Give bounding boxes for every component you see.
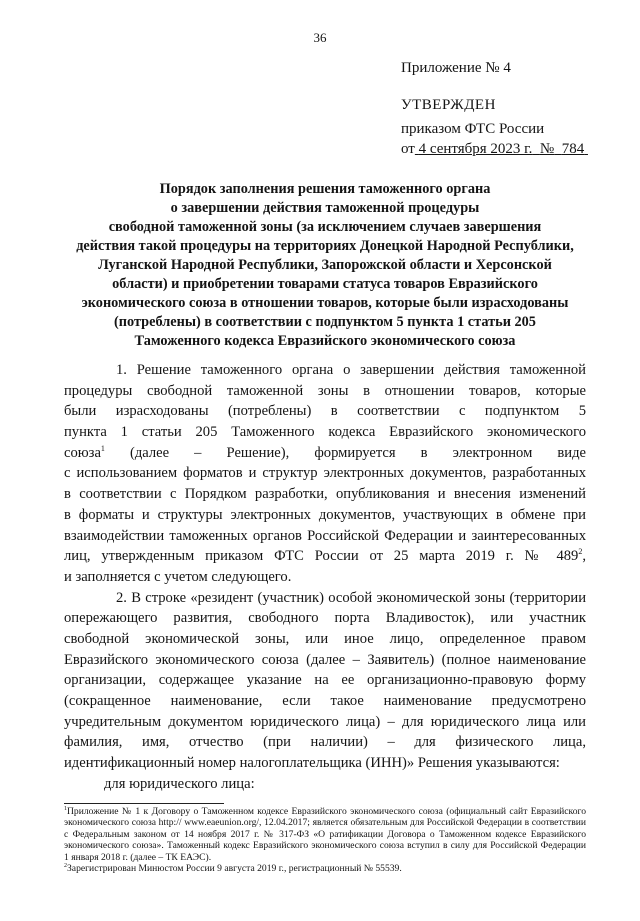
body-line: 2. В строке «резидент (участник) особой экономической зоны (территории <box>116 589 586 606</box>
body-fragment: союза$^1$ <box>64 443 105 461</box>
body-line: для юридического лица: <box>104 775 255 792</box>
footnotes <box>64 806 586 874</box>
document-title <box>60 180 590 351</box>
title-line: действия такой процедуры на территориях Донецкой Народной Республики, <box>76 238 574 254</box>
body-line: процедуры свободной таможенной зоны в отношении товаров, которые <box>64 382 586 399</box>
body-line: организации, содержащее указание на ее организационно-правовую форму <box>64 672 586 689</box>
body-line: 1. Решение таможенного органа о завершении действия таможенной <box>116 362 586 378</box>
body-line: в форматы и структуры электронных документов, участвующих в обмене при <box>64 506 586 523</box>
body-line: Евразийского экономического союза (далее – Заявитель) (полное наименование <box>64 651 586 668</box>
body-line: союза$^1$ (далее – Решение), формируется в электронном виде <box>64 443 586 461</box>
footnote-line: 1 января 2018 г. (далее – ТК ЕАЭС). <box>64 851 212 863</box>
document-body <box>64 360 586 794</box>
title-line: Луганской Народной Республики, Запорожской области и Херсонской <box>98 257 552 273</box>
body-line: (сокращенное наименование, если такое наименование предусмотрено <box>64 693 586 709</box>
title-line: Таможенного кодекса Евразийского экономического союза <box>134 333 516 349</box>
body-line: идентификационный номер налогоплательщика (ИНН)» Решения указываются: <box>64 755 560 772</box>
footnote-mark-2: 2 <box>64 862 67 869</box>
body-line: взаимодействии таможенных органов Российской Федерации и заинтересованных <box>64 527 586 544</box>
title-line: области) и приобретении товарами статуса товаров Евразийского <box>112 276 538 292</box>
body-fragment: лиц, утвержденным приказом ФТС России от 25 марта 2019 г. № $489^2$, <box>64 547 586 565</box>
number-label: № <box>539 141 555 157</box>
body-line: свободной экономической зоны, или иное лицо, определенное правом <box>64 630 586 647</box>
footnote-divider <box>64 803 224 804</box>
appendix-label: Приложение № 4 <box>401 60 511 76</box>
title-line: о завершении действия таможенной процедуры <box>170 200 480 216</box>
body-line: в соответствии с Порядком разработки, опубликования и внесения изменений <box>64 486 586 503</box>
footnote-line: $^1$Приложение № 1 к Договору о Таможенном кодексе Евразийского экономического союза (официальный сайт Евразийского <box>64 806 586 817</box>
approved-label: УТВЕРЖДЕН <box>401 97 496 113</box>
page-number: 36 <box>313 30 327 45</box>
footnote-line: с Федеральным законом от 14 ноября 2017 г. № 317-ФЗ «О ратификации Договора о Таможенном кодексе Евразийского <box>64 828 586 840</box>
footnote-mark-1: 1 <box>64 806 67 812</box>
body-line: и заполняется с учетом следующего. <box>64 568 292 585</box>
order-line: приказом ФТС России <box>401 121 545 137</box>
title-line: Порядок заполнения решения таможенного органа <box>159 181 491 197</box>
body-line: учредительным документом юридического лица) – для юридического лица или <box>64 713 586 730</box>
footnote-line: экономического союза http:// www.eaeunion.org/, 12.04.2017; является обязательным для Российской Федерации в соответствии <box>64 817 586 829</box>
footnote-ref-2: 2 <box>578 547 583 557</box>
title-line: свободной таможенной зоны (за исключением случаев завершения <box>108 219 542 235</box>
order-number: 784 <box>561 141 585 157</box>
title-line: экономического союза в отношении товаров, которые были израсходованы <box>81 295 569 311</box>
footnote-line: $^2$Зарегистрирован Минюстом России 9 августа 2019 г., регистрационный № 55539. <box>64 862 402 874</box>
body-line: были израсходованы (потреблены) в соответствии с подпунктом 5 <box>64 403 586 420</box>
body-line: с использованием форматов и структур электронных документов, разработанных <box>64 465 586 482</box>
body-line: пункта 1 статьи 205 Таможенного кодекса Евразийского экономического <box>64 424 586 441</box>
date-prefix: от <box>401 141 415 157</box>
title-line: (потреблены) в соответствии с подпунктом 5 пункта 1 статьи 205 <box>114 314 536 330</box>
body-line: опережающего развития, свободного порта Владивосток), или участник <box>64 610 586 627</box>
footnote-line: экономического союза». Таможенный кодекс Евразийского экономического союза вступил в силу для Российской Федерации <box>64 840 586 852</box>
order-date-number <box>401 141 588 158</box>
footnote-ref-1: 1 <box>100 443 105 453</box>
body-line <box>64 546 586 567</box>
order-date: 4 сентября 2023 г. № 784 <box>418 141 585 157</box>
body-line: фамилия, имя, отчество (при наличии) – для физического лица, <box>64 734 586 751</box>
